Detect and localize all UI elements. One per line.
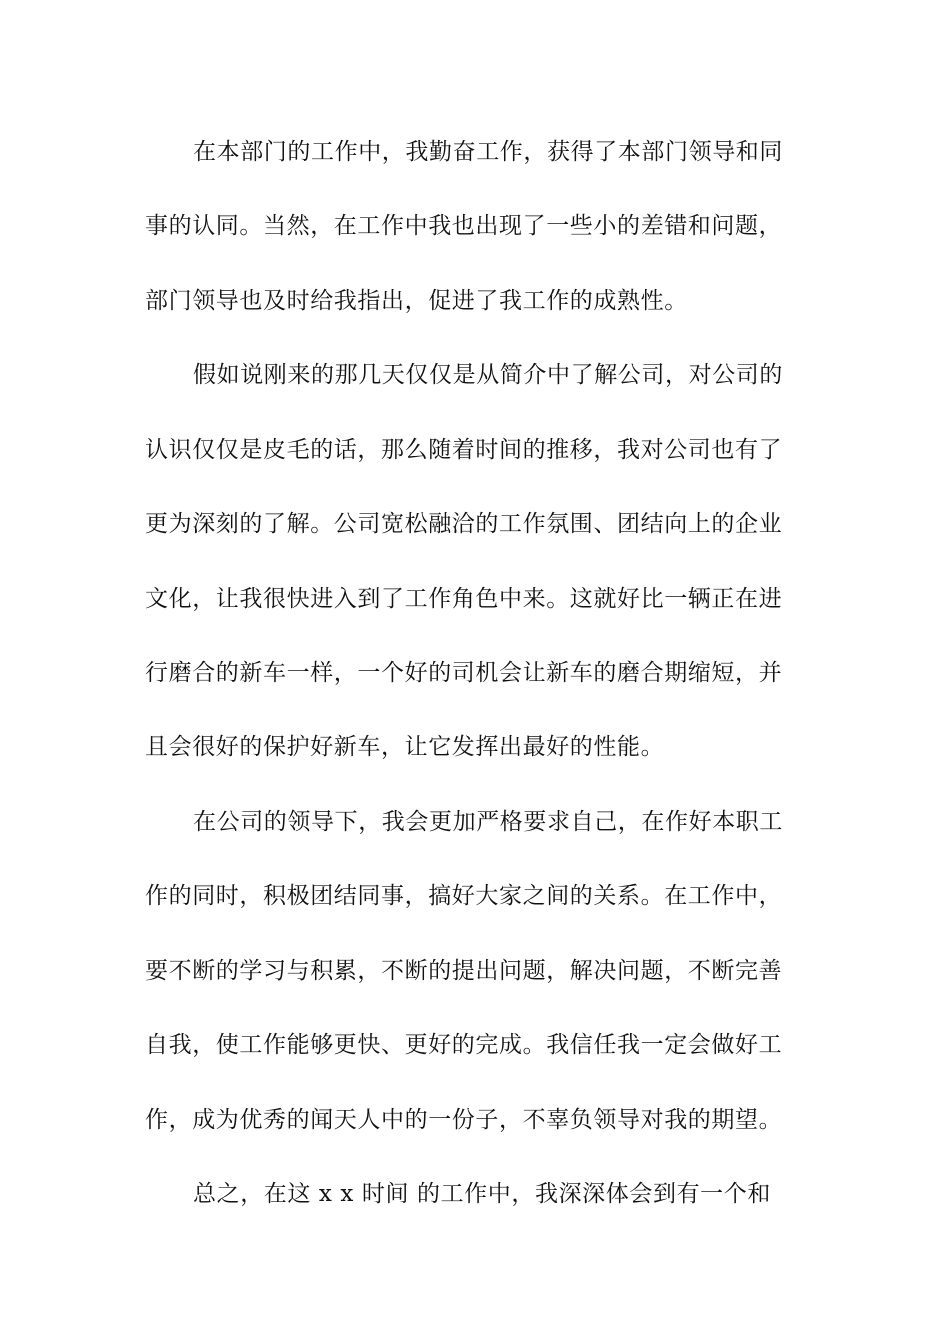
paragraph-2-line-4: 文化，让我很快进入到了工作角色中来。这就好比一辆正在进 (145, 586, 783, 612)
paragraph-2-line-6: 且会很好的保护好新车，让它发挥出最好的性能。 (145, 734, 665, 760)
paragraph-1-line-1: 在本部门的工作中，我勤奋工作，获得了本部门领导和同 (193, 139, 783, 165)
paragraph-3-line-4: 自我，使工作能够更快、更好的完成。我信任我一定会做好工 (145, 1032, 783, 1058)
paragraph-4-line-1: 总之，在这 x x 时间 的工作中，我深深体会到有一个和 (193, 1181, 771, 1207)
paragraph-2-line-1: 假如说刚来的那几天仅仅是从简介中了解公司，对公司的 (193, 362, 783, 388)
paragraph-1-line-3: 部门领导也及时给我指出，促进了我工作的成熟性。 (145, 288, 688, 314)
paragraph-3-line-2: 作的同时，积极团结同事，搞好大家之间的关系。在工作中， (145, 883, 783, 909)
paragraph-3-line-1: 在公司的领导下，我会更加严格要求自己，在作好本职工 (193, 809, 783, 835)
paragraph-1-line-2: 事的认同。当然，在工作中我也出现了一些小的差错和问题， (145, 213, 783, 239)
paragraph-2-line-3: 更为深刻的了解。公司宽松融洽的工作氛围、团结向上的企业 (145, 511, 783, 537)
paragraph-2-line-5: 行磨合的新车一样，一个好的司机会让新车的磨合期缩短，并 (145, 660, 783, 686)
paragraph-3-line-3: 要不断的学习与积累，不断的提出问题，解决问题，不断完善 (145, 958, 783, 984)
paragraph-3-line-5: 作，成为优秀的闻天人中的一份子，不辜负领导对我的期望。 (145, 1107, 783, 1133)
paragraph-2-line-2: 认识仅仅是皮毛的话，那么随着时间的推移，我对公司也有了 (145, 437, 783, 463)
